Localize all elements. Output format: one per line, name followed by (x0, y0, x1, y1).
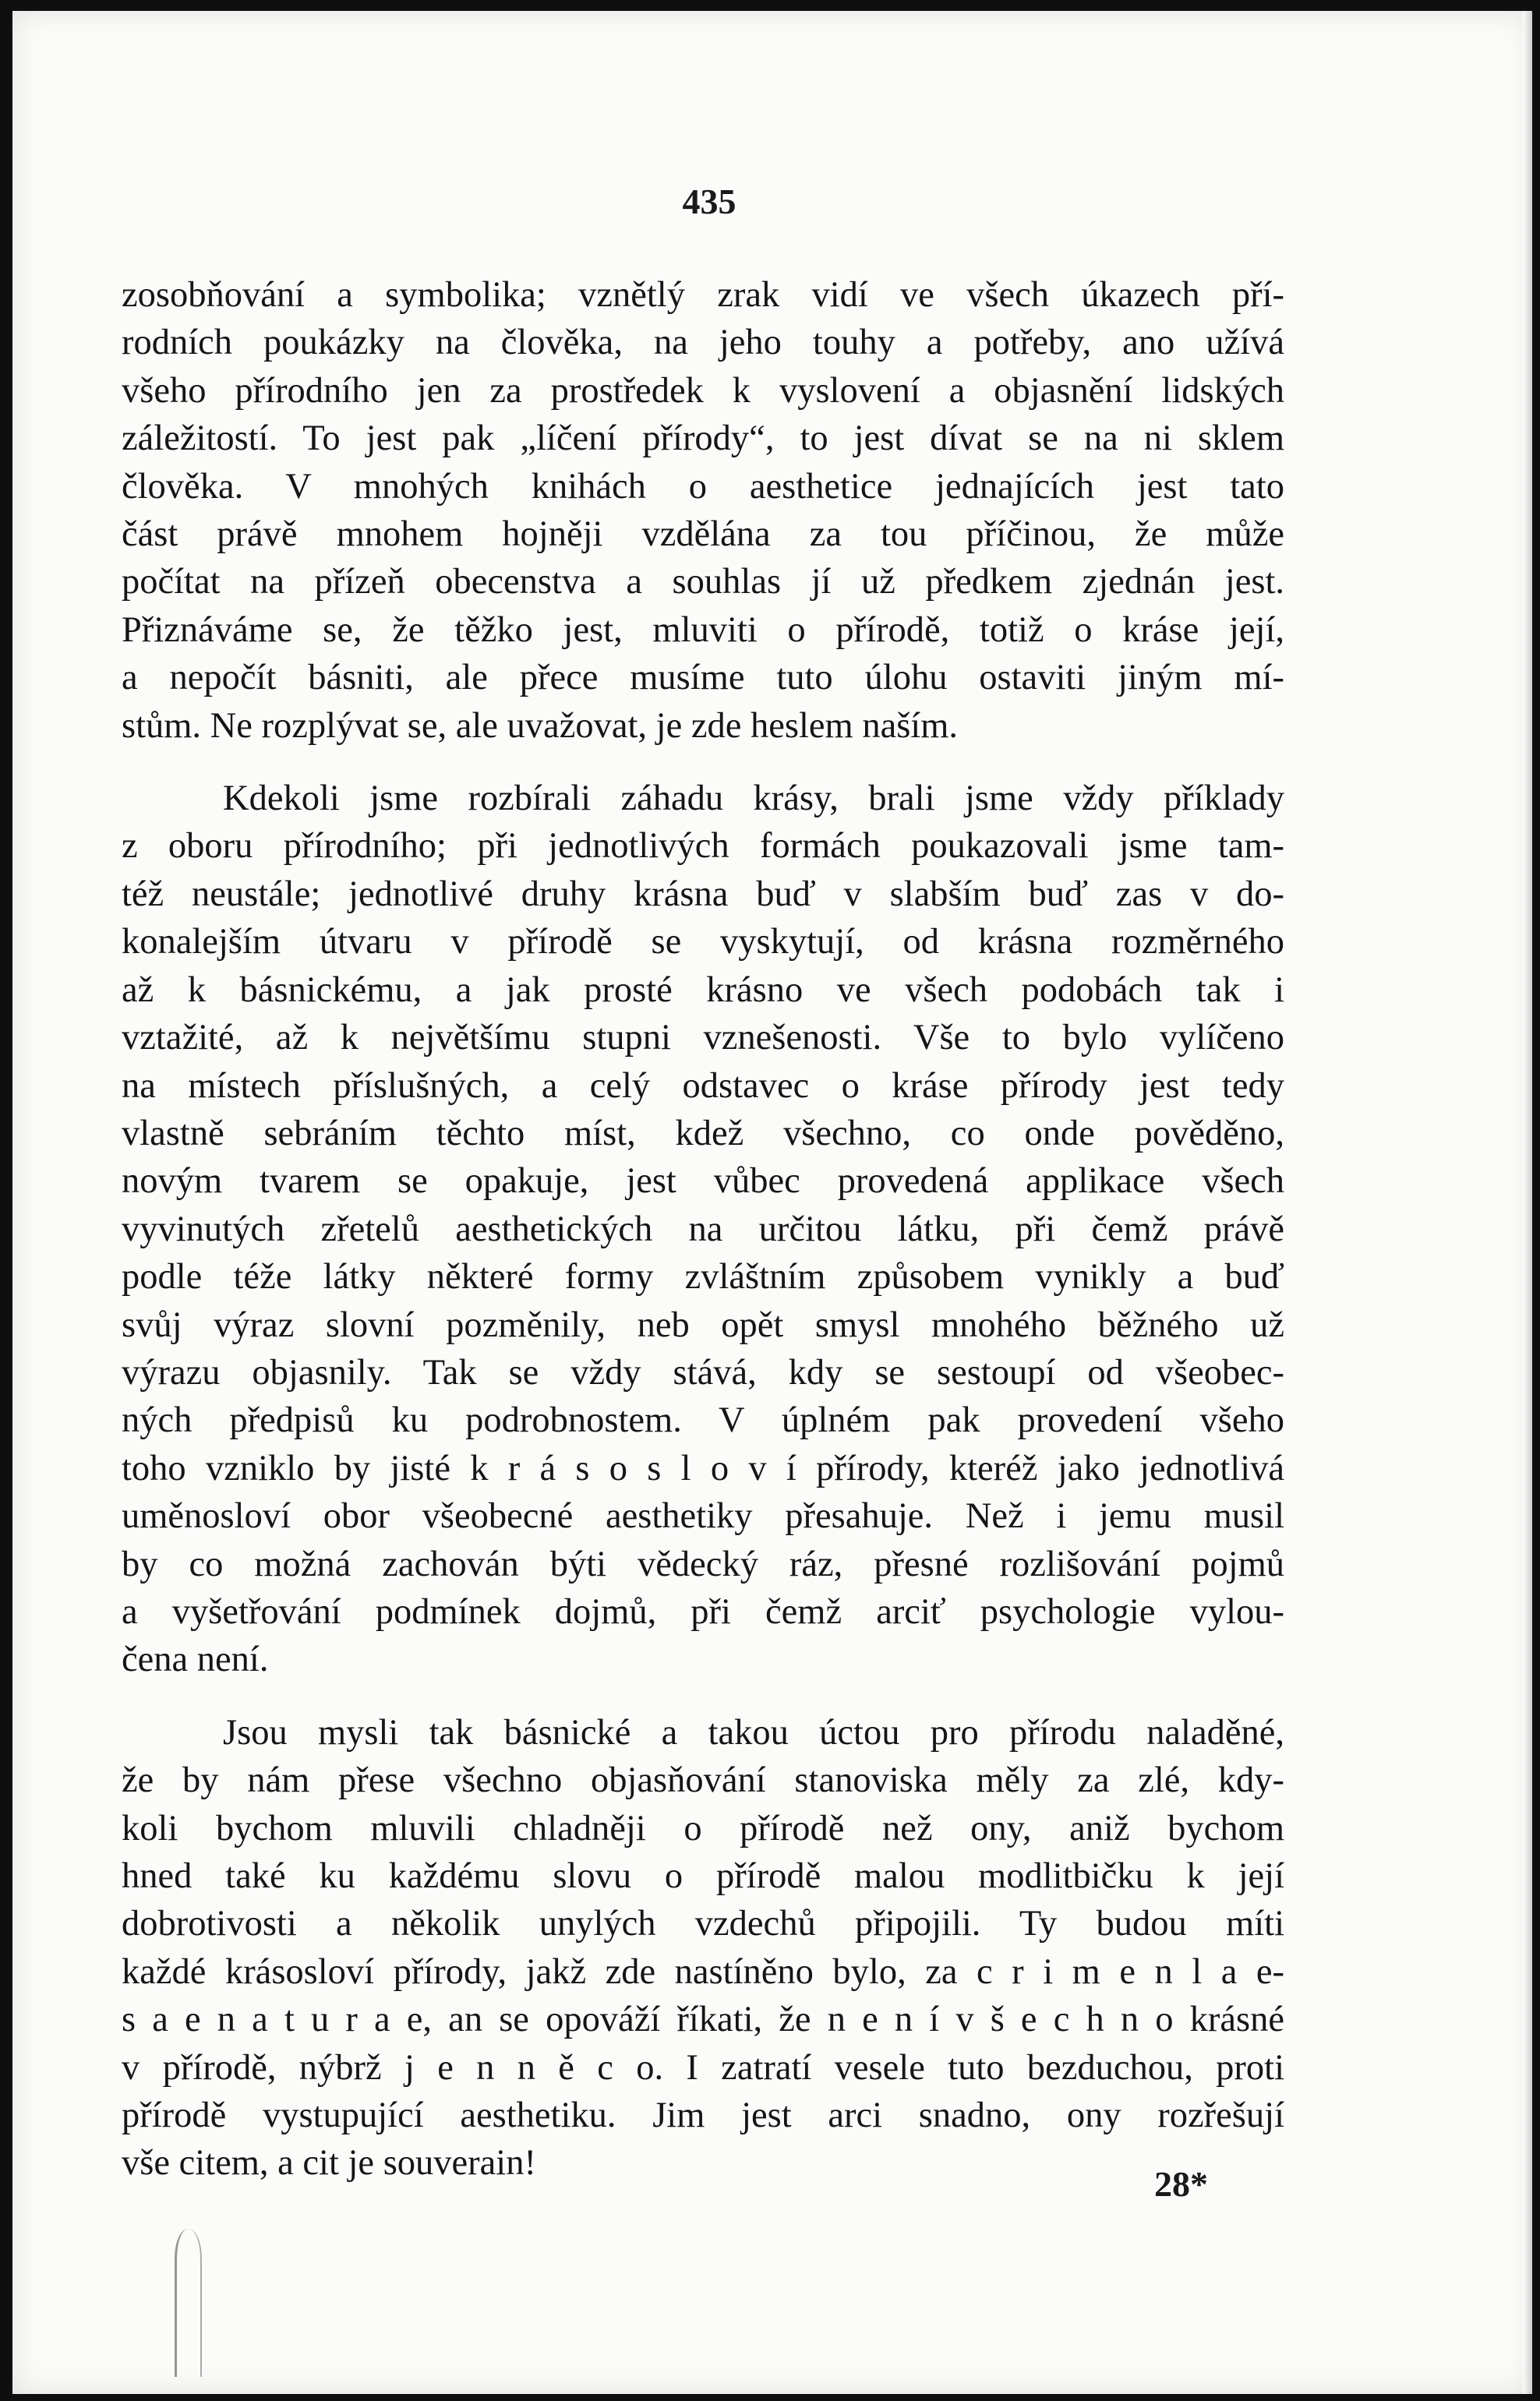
text-line: přírodě vystupující aesthetiku. Jim jest arci snadno, ony rozřešují (122, 2096, 1284, 2136)
body-text (122, 271, 1284, 2212)
text-line: zosobňování a symbolika; vznětlý zrak vidí ve všech úkazech pří- (122, 275, 1284, 315)
text-line: člověka. V mnohých knihách o aesthetice jednajících jest tato (122, 466, 1284, 507)
text-line: ných předpisů ku podrobnostem. V úplném pak provedení všeho (122, 1400, 1284, 1441)
text-line: v přírodě, nýbrž j e n n ě c o. I zatratí vesele tuto bezduchou, proti (122, 2047, 1284, 2088)
text-line: podle téže látky některé formy zvláštním způsobem vynikly a buď (122, 1257, 1284, 1298)
text-line: též neustále; jednotlivé druhy krásna buď v slabším buď zas v do- (122, 874, 1284, 914)
text-line: vyvinutých zřetelů aesthetických na určitou látku, při čemž právě (122, 1209, 1284, 1249)
text-line: Přiznáváme se, že těžko jest, mluviti o přírodě, totiž o kráse její, (122, 609, 1284, 650)
text-line: vztažité, až k největšímu stupni vznešenosti. Vše to bylo vylíčeno (122, 1018, 1284, 1058)
text-line: Kdekoli jsme rozbírali záhadu krásy, brali jsme vždy příklady (223, 779, 1284, 819)
text-line: část právě mnohem hojněji vzdělána za tou příčinou, že může (122, 514, 1284, 555)
text-line: z oboru přírodního; při jednotlivých formách poukazovali jsme tam- (122, 826, 1284, 867)
text-line: záležitostí. To jest pak „líčení přírody“, to jest dívat se na ni sklem (122, 418, 1284, 459)
text-line: uměnosloví obor všeobecné aesthetiky přesahuje. Než i jemu musil (122, 1496, 1284, 1537)
paragraph-3 (122, 1709, 1284, 2187)
text-line: každé krásosloví přírody, jakž zde nastíněno bylo, za c r i m e n l a e- (122, 1951, 1284, 1992)
text-line: koli bychom mluvili chladněji o přírodě než ony, aniž bychom (122, 1808, 1284, 1848)
text-line: novým tvarem se opakuje, jest vůbec provedená applikace všech (122, 1161, 1284, 1202)
text-line: dobrotivosti a několik unylých vzdechů připojili. Ty budou míti (122, 1904, 1284, 1944)
text-line: že by nám přese všechno objasňování stanoviska měly za zlé, kdy- (122, 1760, 1284, 1801)
text-line: čena není. (122, 1640, 269, 1680)
text-line: hned také ku každému slovu o přírodě malou modlitbičku k její (122, 1856, 1284, 1896)
paragraph-1 (122, 271, 1284, 750)
binding-shadow (175, 2229, 202, 2377)
text-line: a nepočít básniti, ale přece musíme tuto úlohu ostaviti jiným mí- (122, 658, 1284, 698)
text-line: toho vzniklo by jisté k r á s o s l o v í přírody, kteréž jako jednotlivá (122, 1448, 1284, 1488)
text-line: vlastně sebráním těchto míst, kdež všechno, co onde pověděno, (122, 1113, 1284, 1153)
text-line: svůj výraz slovní pozměnily, neb opět smysl mnohého běžného už (122, 1305, 1284, 1345)
page-number: 435 (682, 182, 736, 221)
text-line: by co možná zachován býti vědecký ráz, přesné rozlišování pojmů (122, 1544, 1284, 1584)
text-line: stům. Ne rozplývat se, ale uvažovat, je zde heslem naším. (122, 705, 959, 746)
page-edge-shadow (1523, 11, 1532, 2394)
text-line: a vyšetřování podmínek dojmů, při čemž arciť psychologie vylou- (122, 1591, 1284, 1632)
paragraph-2 (122, 775, 1284, 1684)
text-line: rodních poukázky na člověka, na jeho touhy a potřeby, ano užívá (122, 323, 1284, 363)
text-line: vše citem, a cit je souverain! (122, 2143, 536, 2184)
text-line: počítat na přízeň obecenstva a souhlas jí už předkem zjednán jest. (122, 562, 1284, 602)
text-line: až k básnickému, a jak prosté krásno ve všech podobách tak i (122, 969, 1284, 1010)
text-line: všeho přírodního jen za prostředek k vyslovení a objasnění lidských (122, 370, 1284, 411)
text-line: konalejším útvaru v přírodě se vyskytují, od krásna rozměrného (122, 922, 1284, 962)
text-line: s a e n a t u r a e, an se opováží říkati, že n e n í v š e c h n o krásné (122, 2000, 1284, 2040)
text-line: Jsou mysli tak básnické a takou úctou pro přírodu naladěné, (223, 1712, 1284, 1753)
text-line: na místech příslušných, a celý odstavec o kráse přírody jest tedy (122, 1065, 1284, 1106)
text-line: výrazu objasnily. Tak se vždy stává, kdy se sestoupí od všeobec- (122, 1352, 1284, 1393)
signature-mark: 28* (1154, 2164, 1208, 2204)
